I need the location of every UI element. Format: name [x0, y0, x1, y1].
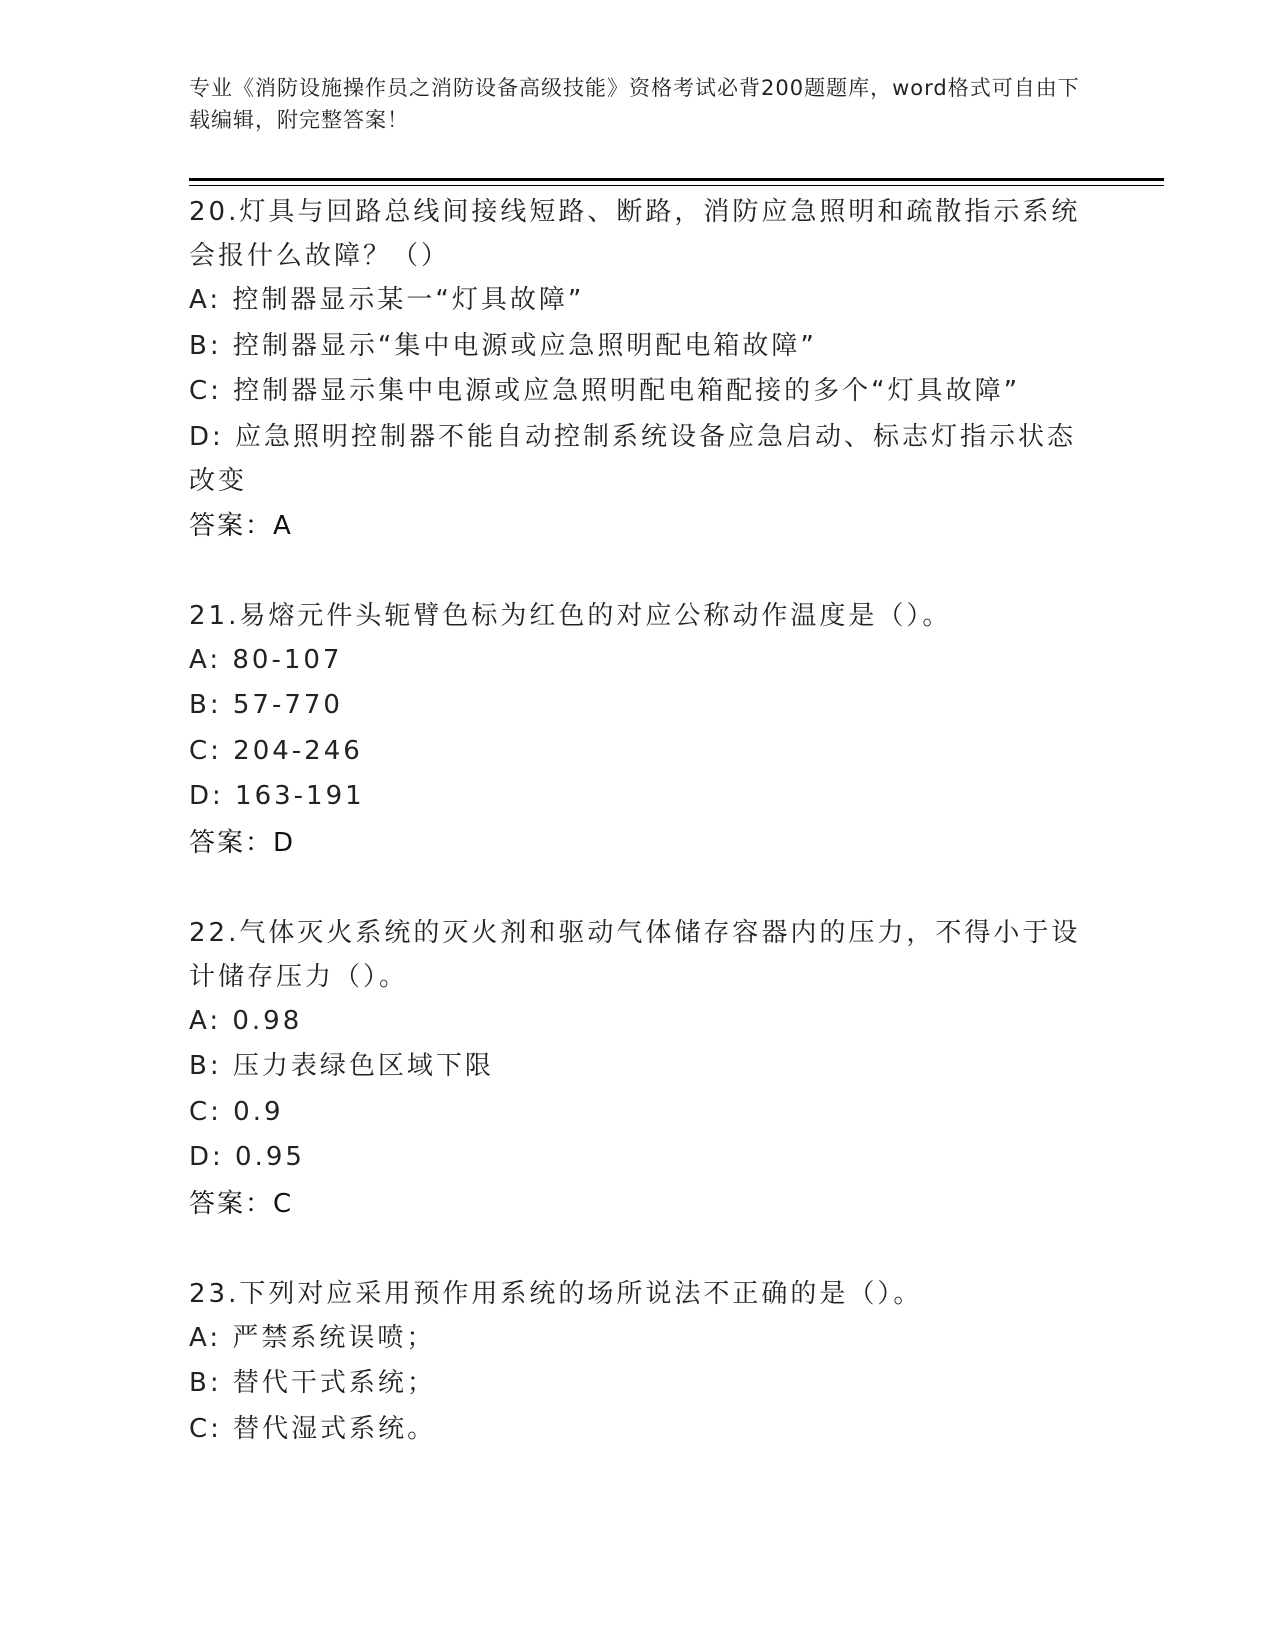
question-spacer: [189, 549, 1089, 594]
question-stem: 20.灯具与回路总线间接线短路、断路，消防应急照明和疏散指示系统会报什么故障？（）: [189, 197, 1081, 271]
option-a: A: 80-107: [189, 644, 343, 675]
option-d: D: 163-191: [189, 781, 365, 811]
option-a: A: 严禁系统误喷；: [189, 1322, 436, 1353]
answer: 答案：A: [189, 510, 293, 541]
document-header: [189, 72, 1089, 136]
question-stem: 22.气体灭火系统的灭火剂和驱动气体储存容器内的压力，不得小于设计储存压力（）。: [189, 917, 1081, 992]
header-divider-thin: [189, 185, 1164, 186]
question-22: [189, 911, 1089, 1227]
option-b: B: 压力表绿色区域下限: [189, 1051, 494, 1081]
option-d: D: 0.95: [189, 1142, 305, 1172]
option-a: A: 控制器显示某一“灯具故障”: [189, 285, 585, 315]
option-c: C: 0.9: [189, 1096, 284, 1127]
option-b: B: 控制器显示“集中电源或应急照明配电箱故障”: [189, 330, 817, 361]
question-23: [189, 1272, 1089, 1453]
option-b: B: 替代干式系统；: [189, 1368, 436, 1398]
header-title: 专业《消防设施操作员之消防设备高级技能》资格考试必背200题题库，word格式可自由下载编辑，附完整答案！: [189, 76, 1080, 132]
question-spacer: [189, 866, 1089, 911]
question-stem: 21.易熔元件头轭臂色标为红色的对应公称动作温度是（）。: [189, 600, 952, 631]
option-c: C: 204-246: [189, 735, 363, 766]
answer: 答案：C: [189, 1188, 294, 1219]
option-b: B: 57-770: [189, 690, 343, 720]
question-stem: 23.下列对应采用预作用系统的场所说法不正确的是（）。: [189, 1278, 923, 1309]
answer: 答案：D: [189, 827, 296, 858]
option-a: A: 0.98: [189, 1005, 303, 1036]
question-20: [189, 190, 1089, 549]
question-list: [189, 190, 1089, 1452]
option-c: C: 替代湿式系统。: [189, 1413, 437, 1444]
question-21: [189, 594, 1089, 866]
option-d: D: 应急照明控制器不能自动控制系统设备应急启动、标志灯指示状态改变: [189, 421, 1077, 496]
header-divider-thick: [189, 178, 1164, 181]
question-spacer: [189, 1227, 1089, 1272]
option-c: C: 控制器显示集中电源或应急照明配电箱配接的多个“灯具故障”: [189, 376, 1021, 406]
